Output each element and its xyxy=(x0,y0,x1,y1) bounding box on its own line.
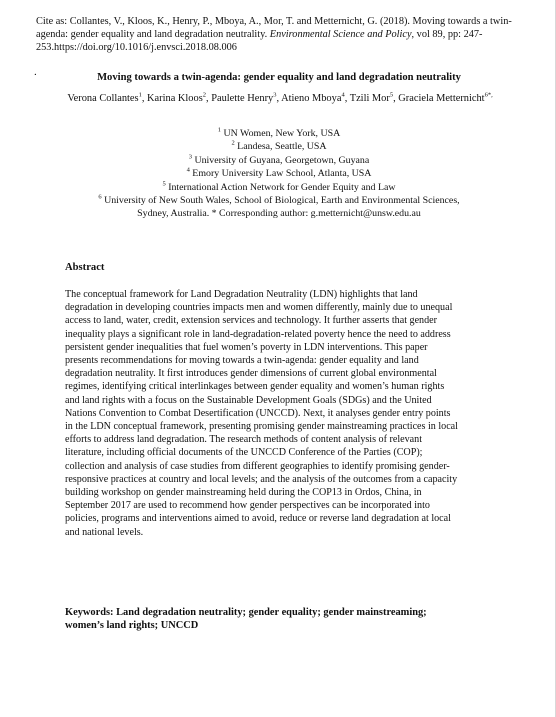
paper-title: Moving towards a twin-agenda: gender equality and land degradation neutrality xyxy=(97,72,461,83)
affiliation-sup: 5 xyxy=(162,180,166,188)
keywords-line: Keywords: Land degradation neutrality; gender equality; gender mainstreaming; xyxy=(65,607,427,618)
affiliation-line xyxy=(36,207,522,220)
author-separator: , xyxy=(344,93,350,104)
author-name: Paulette Henry xyxy=(211,93,274,104)
abstract-line: efforts to address land degradation. The research methods of content analysis of relevant xyxy=(65,434,422,446)
author-name: Graciela Metternicht xyxy=(398,93,485,104)
author-name: Verona Collantes xyxy=(67,93,139,104)
author-list xyxy=(60,93,500,106)
citation-block xyxy=(36,15,516,55)
author-affil-sup: 2 xyxy=(202,91,206,99)
abstract-body xyxy=(65,288,510,539)
author-name: Tzili Mor xyxy=(349,93,390,104)
abstract-line: building workshop on gender mainstreaming held during the COP13 in Ordos, China, in xyxy=(65,487,422,499)
author-separator: , xyxy=(141,93,148,104)
affiliation-line xyxy=(36,181,522,194)
abstract-line: inequality plays a significant role in land-degradation-related poverty hence the need to address xyxy=(65,328,451,340)
affiliation-sup: 3 xyxy=(188,153,192,161)
author-affil-sup: 1 xyxy=(138,91,142,99)
keywords-line: women’s land rights; UNCCD xyxy=(65,620,199,632)
affiliation-list xyxy=(36,127,522,221)
abstract-line: and land rights with a focus on the Sustainable Development Goals (SDGs) and the United xyxy=(65,394,432,406)
abstract-line: Nations Convention to Combat Desertification (UNCCD). Next, it analyses gender entry points xyxy=(65,407,451,419)
author-affil-sup: 4 xyxy=(341,91,345,99)
citation-tail: , vol 89, pp: 247-253.https://doi.org/10.1016/j.envsci.2018.08.006 xyxy=(36,29,483,54)
citation-journal: Environmental Science and Policy xyxy=(269,29,412,41)
abstract-line: and national levels. xyxy=(65,526,144,538)
abstract-line: degradation in developing countries impacts men and women differently, mainly due to unequal xyxy=(65,302,453,314)
author-name: Karina Kloos xyxy=(147,93,203,104)
affiliation-text: International Action Network for Gender Equity and Law xyxy=(165,181,396,193)
abstract-line: presents recommendations for moving towards a twin-agenda: gender equality and land xyxy=(65,355,419,367)
author-separator: , xyxy=(393,93,399,104)
affiliation-text: University of New South Wales, School of Biological, Earth and Environmental Sciences, xyxy=(101,195,460,207)
abstract-line: policies, programs and interventions aimed to avoid, reduce or reverse land degradation at local xyxy=(65,513,451,525)
author-separator: , xyxy=(206,93,212,104)
stray-dot: . xyxy=(34,66,37,78)
affiliation-sup: 4 xyxy=(186,166,190,174)
affiliation-line xyxy=(36,194,522,207)
abstract-line: September 2017 are used to recommend how gender perspectives can be incorporated into xyxy=(65,500,430,512)
author-affil-sup: 3 xyxy=(273,91,277,99)
abstract-line: collection and analysis of case studies from different geographies to identify promising gender- xyxy=(65,460,450,472)
affiliation-sup: 2 xyxy=(231,140,235,148)
abstract-line: access to land, water, credit, extension services and technology. It further asserts that gender xyxy=(65,315,437,327)
affiliation-line xyxy=(36,167,522,180)
abstract-line: regimes, identifying critical interlinkages between gender equality and women’s human rights xyxy=(65,381,445,393)
keywords-block xyxy=(65,606,510,632)
abstract-line: degradation neutrality. It first introduces gender dimensions of current global environmental xyxy=(65,368,437,380)
affiliation-line xyxy=(36,154,522,167)
affiliation-text: Emory University Law School, Atlanta, USA xyxy=(189,168,372,180)
affiliation-text: Landesa, Seattle, USA xyxy=(234,141,327,153)
abstract-line: responsive practices at country and local levels; and the analysis of the outcomes from a capacity xyxy=(65,473,458,485)
affiliation-text: University of Guyana, Georgetown, Guyana xyxy=(192,154,370,166)
author-affil-sup: 5 xyxy=(389,91,394,99)
affiliation-line xyxy=(36,140,522,153)
author-separator: , xyxy=(276,93,282,104)
affiliation-sup: 1 xyxy=(217,126,222,134)
abstract-line: literature, including official documents of the UNCCD Conference of the Parties (COP); xyxy=(65,447,423,459)
abstract-heading: Abstract xyxy=(65,262,105,273)
abstract-line: The conceptual framework for Land Degradation Neutrality (LDN) highlights that land xyxy=(65,289,418,300)
affiliation-line xyxy=(36,127,522,140)
affiliation-text: Sydney, Australia. * Corresponding author: g.metternicht@unsw.edu.au xyxy=(137,208,421,220)
author-affil-sup: 6*, xyxy=(484,91,493,99)
abstract-line: in the LDN conceptual framework, presenting promising gender mainstreaming practices in local xyxy=(65,421,458,433)
abstract-line: persistent gender inequalities that fuel women’s poverty in LDN interventions. This paper xyxy=(65,341,428,353)
affiliation-text: UN Women, New York, USA xyxy=(221,128,341,139)
affiliation-sup: 6 xyxy=(98,193,102,201)
citation-lead: Cite as: Collantes, V., Kloos, K., Henry, P., Mboya, A., Mor, T. and Metternicht, G. (2018). Moving towards a twin-agenda: gender equality and land degradation neutrality. xyxy=(36,16,512,41)
author-name: Atieno Mboya xyxy=(281,93,342,104)
